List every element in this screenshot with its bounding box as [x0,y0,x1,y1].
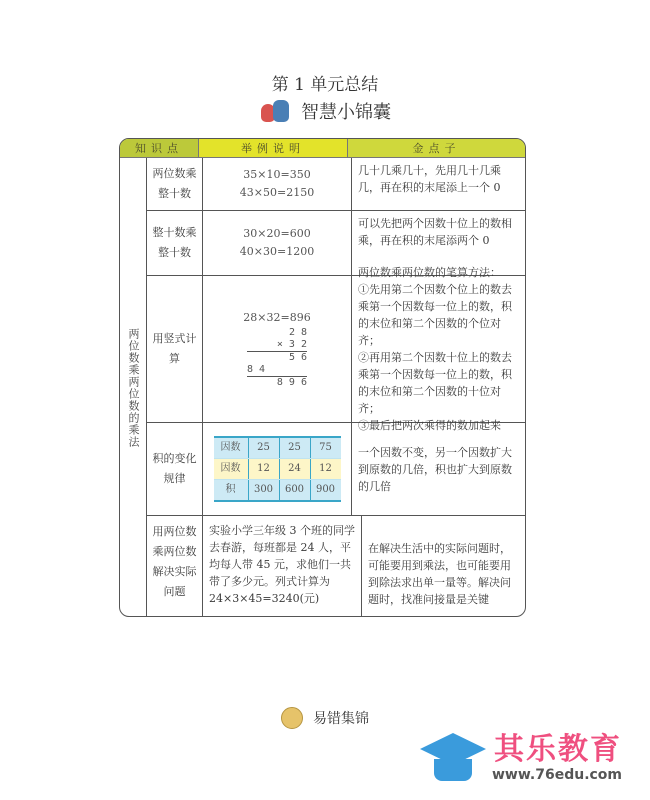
section-heading-tips [0,98,650,124]
mini-cell: 25 [248,437,279,459]
mini-row [214,437,341,459]
calc-line: 5 6 [288,352,307,363]
example-line: 35×10=350 [243,168,311,181]
brand-name: 其乐教育 [494,732,623,767]
summary-table [119,138,526,617]
mini-cell: 600 [279,480,310,502]
example-line: 30×20=600 [243,227,311,240]
watermark-logo [420,733,622,783]
example-cell [203,276,352,422]
mini-label: 积 [214,480,249,502]
tip-line: 两位数乘两位数的笔算方法： [358,266,501,279]
example-line: 40×30=1200 [239,245,315,258]
brand-url: www.76edu.com [492,767,623,783]
factor-product-table [214,436,341,502]
topic-cell [120,158,147,617]
section-heading-text: 智慧小锦囊 [301,102,391,123]
mini-row [214,480,341,502]
tip-cell: 在解决生活中的实际问题时，可能要用到乘法，也可能要用到除法求出单一量等。解决问题时，找准问接量是关键 [368,542,511,606]
mini-cell: 300 [248,480,279,502]
mini-cell: 900 [310,480,341,502]
vertical-calculation [247,327,307,389]
knowledge-point: 整十数乘整十数 [147,211,203,275]
calc-line: 8 9 6 [276,377,307,388]
tip-line: ①先用第二个因数个位上的数去乘第一个因数每一位上的数，积的末位和第二个因数的个位对齐； [358,283,512,347]
tip-line: ③最后把两次乘得的数加起来 [358,419,501,432]
table-header [120,139,525,158]
page-title: 第 1 单元总结 [271,75,379,95]
header-examples: 举例说明 [199,139,348,157]
header-golden-tips: 金点子 [348,139,525,157]
table-row [147,516,525,617]
mini-label: 因数 [214,459,249,480]
mini-row [214,459,341,480]
mini-cell: 75 [310,437,341,459]
mini-cell: 12 [310,459,341,480]
tip-cell: 可以先把两个因数十位上的数相乘，再在积的末尾添两个 0 [358,217,512,247]
knowledge-point: 两位数乘整十数 [147,158,203,210]
calc-line: 2 8 [288,327,307,338]
knowledge-point: 用两位数乘两位数解决实际问题 [147,516,203,617]
calc-line: 8 4 [247,364,307,377]
example-cell [203,423,352,515]
money-bag-icon [259,98,293,124]
example-equation: 28×32=896 [243,311,311,324]
example-cell: 实验小学三年级 3 个班的同学去春游，每班都是 24 人，平均每人带 45 元，求他们一共带了多少元。列式计算为24×3×45=3240(元) [203,516,362,617]
example-cell [203,158,352,210]
mascot-icon [281,707,303,729]
calc-line: × 3 2 [247,339,307,352]
mini-cell: 12 [248,459,279,480]
table-row [147,158,525,211]
topic-label: 两位数乘两位数的乘法 [127,327,140,448]
mini-label: 因数 [214,437,249,459]
section-heading-mistakes [0,707,650,729]
graduation-cap-icon [420,733,486,783]
section-heading-text: 易错集锦 [313,711,369,727]
mini-cell: 24 [279,459,310,480]
tip-cell [352,266,525,432]
knowledge-point: 用竖式计算 [147,276,203,422]
example-cell [203,211,352,275]
mini-cell: 25 [279,437,310,459]
tip-cell: 几十几乘几十，先用几十几乘几，再在积的末尾添上一个 0 [358,164,501,194]
knowledge-point: 积的变化规律 [147,423,203,515]
tip-cell: 一个因数不变，另一个因数扩大到原数的几倍，积也扩大到原数的几倍 [358,445,512,493]
table-row [147,423,525,516]
header-knowledge-point: 知识点 [120,139,199,157]
tip-line: ②再用第二个因数十位上的数去乘第一个因数每一位上的数，积的末位和第二个因数的十位对齐； [358,351,512,415]
table-row [147,266,525,432]
example-line: 43×50=2150 [239,186,315,199]
